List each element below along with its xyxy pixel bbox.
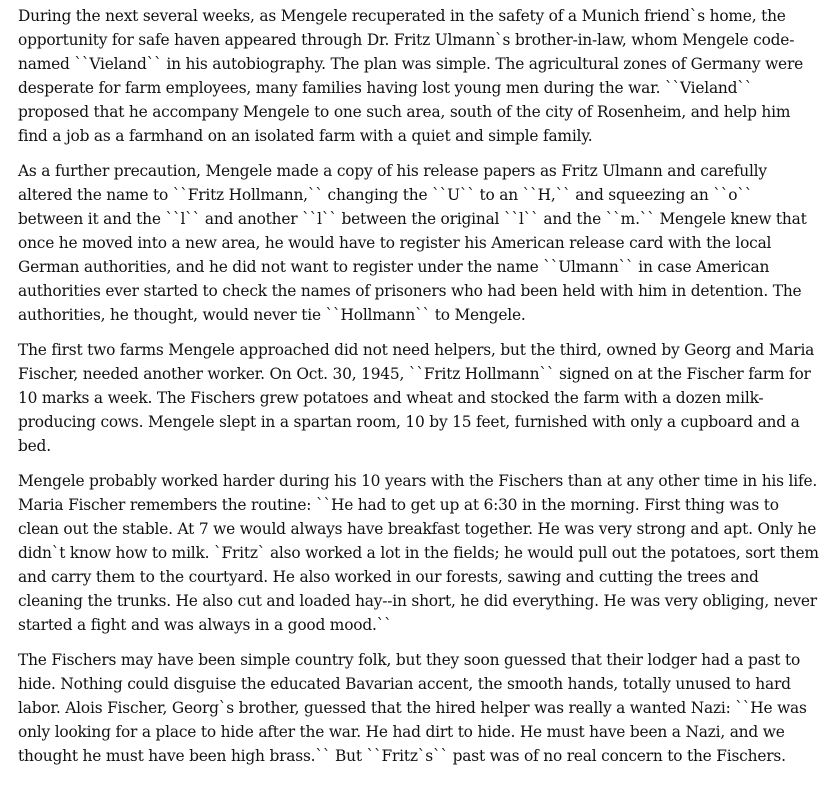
paragraph-4: Mengele probably worked harder during his 10 years with the Fischers than at any other time in his life. Maria Fischer remembers the routine: ``He had to get up at 6:30 in the morning. First thing was to clean out the stable. At 7 we would always have breakfast together. He was very strong and apt. Only he didn`t know how to milk. `Fritz` also worked a lot in the fields; he would pull out the potatoes, sort them and carry them to the courtyard. He also worked in our forests, sawing and cutting the trees and cleaning the trunks. He also cut and loaded hay--in short, he did everything. He was very obliging, never started a fight and was always in a good mood.`` — [18, 472, 819, 634]
paragraph-5: The Fischers may have been simple country folk, but they soon guessed that their lodger had a past to hide. Nothing could disguise the educated Bavarian accent, the smooth hands, totally unused to hard labor. Alois Fischer, Georg`s brother, guessed that the hired helper was really a wanted Nazi: ``He was only looking for a place to hide after the war. He had dirt to hide. He must have been a Nazi, and we thought he must have been high brass.`` But ``Fritz`s`` past was of no real concern to the Fischers. — [18, 651, 807, 765]
paragraph-3: The first two farms Mengele approached did not need helpers, but the third, owned by Georg and Maria Fischer, needed another worker. On Oct. 30, 1945, ``Fritz Hollmann`` signed on at the Fischer farm for 10 marks a week. The Fischers grew potatoes and wheat and stocked the farm with a dozen milk-producing cows. Mengele slept in a spartan room, 10 by 15 feet, furnished with only a cupboard and a bed. — [18, 341, 815, 455]
paragraph-2: As a further precaution, Mengele made a copy of his release papers as Fritz Ulmann and carefully altered the name to ``Fritz Hollmann,`` changing the ``U`` to an ``H,`` and squeezing an ``o`` between it and the ``l`` and another ``l`` between the original ``l`` and the ``m.`` Mengele knew that once he moved into a new area, he would have to register his American release card with the local German authorities, and he did not want to register under the name ``Ulmann`` in case American authorities ever started to check the names of prisoners who had been held with him in detention. The authorities, he thought, would never tie ``Hollmann`` to Mengele. — [18, 162, 807, 324]
paragraph-1: During the next several weeks, as Mengele recuperated in the safety of a Munich friend`s home, the opportunity for safe haven appeared through Dr. Fritz Ulmann`s brother-in-law, whom Mengele code-named ``Vieland`` in his autobiography. The plan was simple. The agricultural zones of Germany were desperate for farm employees, many families having lost young men during the war. ``Vieland`` proposed that he accompany Mengele to one such area, south of the city of Rosenheim, and help him find a job as a farmhand on an isolated farm with a quiet and simple family. — [18, 7, 804, 145]
